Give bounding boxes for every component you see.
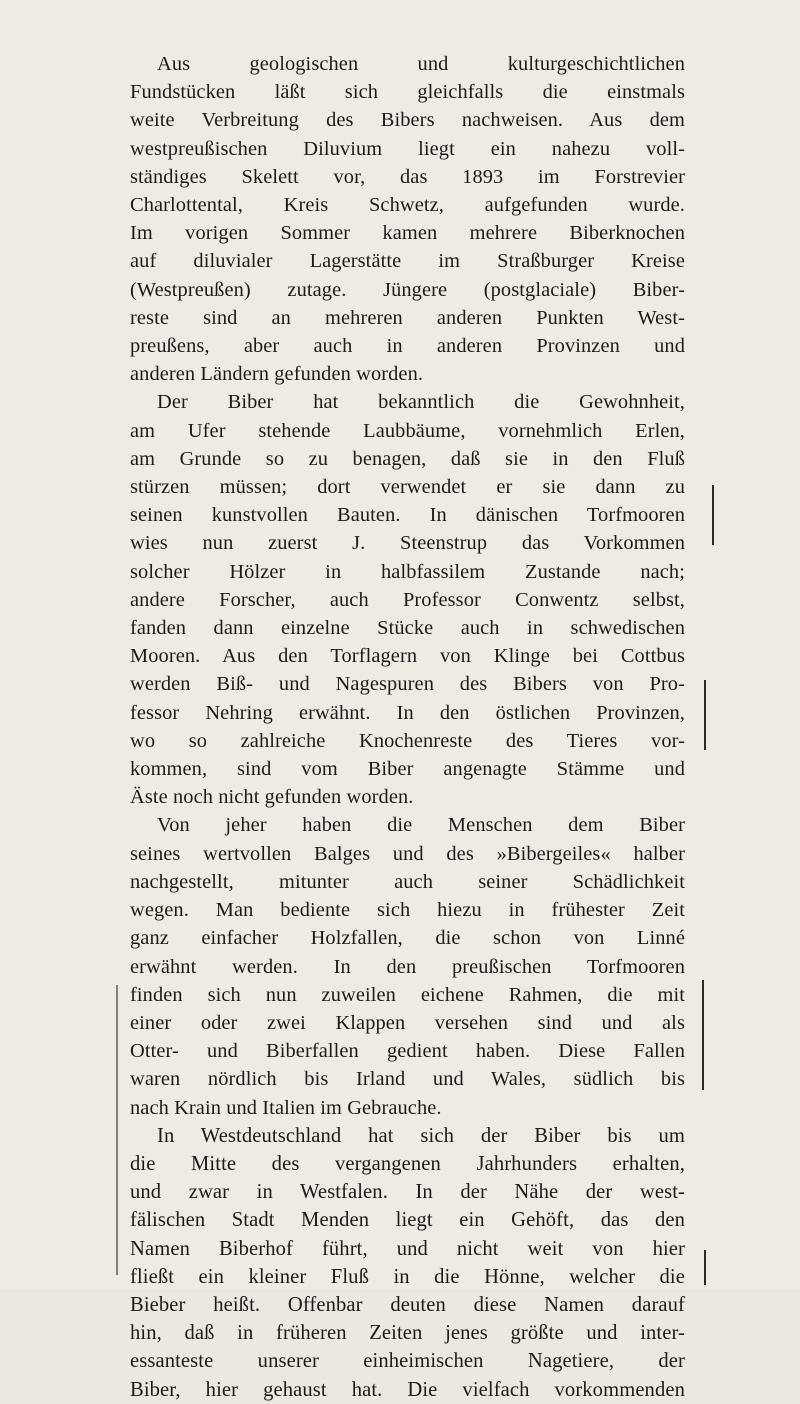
text-line: preußens, aber auch in anderen Provinzen und xyxy=(130,335,685,358)
text-line: reste sind an mehreren anderen Punkten West- xyxy=(130,306,685,329)
text-line: kommen, sind vom Biber angenagte Stämme und xyxy=(130,758,685,781)
text-line: Fundstücken läßt sich gleichfalls die einstmals xyxy=(130,81,685,104)
text-line: Namen Biberhof führt, und nicht weit von hier xyxy=(130,1237,685,1260)
text-line: Mooren. Aus den Torflagern von Klinge bei Cottbus xyxy=(130,645,685,668)
text-line: erwähnt werden. In den preußischen Torfmooren xyxy=(130,955,685,978)
text-line: seinen kunstvollen Bauten. In dänischen Torfmooren xyxy=(130,504,685,527)
paragraph xyxy=(130,388,685,811)
margin-rule-right-3 xyxy=(702,980,704,1090)
text-line: seines wertvollen Balges und des »Bibergeiles« halber xyxy=(130,842,685,865)
text-line: wies nun zuerst J. Steenstrup das Vorkommen xyxy=(130,532,685,555)
text-line: wo so zahlreiche Knochenreste des Tieres vor- xyxy=(130,729,685,752)
text-line: und zwar in Westfalen. In der Nähe der west- xyxy=(130,1181,685,1204)
text-line: die Mitte des vergangenen Jahrhunders erhalten, xyxy=(130,1152,685,1175)
text-line: nach Krain und Italien im Gebrauche. xyxy=(130,1096,442,1119)
text-line: weite Verbreitung des Bibers nachweisen. Aus dem xyxy=(130,109,685,132)
text-line: fälischen Stadt Menden liegt ein Gehöft, das den xyxy=(130,1209,685,1232)
text-line: (Westpreußen) zutage. Jüngere (postglaciale) Biber- xyxy=(130,278,685,301)
text-line: fanden dann einzelne Stücke auch in schwedischen xyxy=(130,617,685,640)
paragraph xyxy=(130,1122,685,1404)
margin-rule-right-4 xyxy=(704,1250,706,1285)
text-line: Äste noch nicht gefunden worden. xyxy=(130,786,414,809)
text-line: anderen Ländern gefunden worden. xyxy=(130,363,424,386)
text-line: am Grunde so zu benagen, daß sie in den Fluß xyxy=(130,447,685,470)
text-line: auf diluvialer Lagerstätte im Straßburger Kreise xyxy=(130,250,685,273)
text-line: andere Forscher, auch Professor Conwentz selbst, xyxy=(130,588,685,611)
article-text xyxy=(130,50,685,1404)
text-line: In Westdeutschland hat sich der Biber bis um xyxy=(157,1124,685,1147)
margin-rule-left-1 xyxy=(116,985,118,1275)
text-line: wegen. Man bediente sich hiezu in frühester Zeit xyxy=(130,899,685,922)
text-line: Bieber heißt. Offenbar deuten diese Namen darauf xyxy=(130,1293,685,1316)
text-line: werden Biß- und Nagespuren des Bibers von Pro- xyxy=(130,673,685,696)
text-line: finden sich nun zuweilen eichene Rahmen, die mit xyxy=(130,983,685,1006)
paragraph xyxy=(130,50,685,388)
text-line: am Ufer stehende Laubbäume, vornehmlich Erlen, xyxy=(130,419,685,442)
text-line: essanteste unserer einheimischen Nagetiere, der xyxy=(130,1350,685,1373)
text-line: Otter- und Biberfallen gedient haben. Diese Fallen xyxy=(130,1040,685,1063)
text-line: Aus geologischen und kulturgeschichtlichen xyxy=(157,53,685,75)
text-line: einer oder zwei Klappen versehen sind und als xyxy=(130,1011,685,1034)
text-line: fließt ein kleiner Fluß in die Hönne, welcher die xyxy=(130,1265,685,1288)
text-line: ganz einfacher Holzfallen, die schon von Linné xyxy=(130,927,685,950)
text-line: fessor Nehring erwähnt. In den östlichen Provinzen, xyxy=(130,701,685,724)
text-line: hin, daß in früheren Zeiten jenes größte und inter- xyxy=(130,1322,685,1345)
text-line: solcher Hölzer in halbfassilem Zustande nach; xyxy=(130,560,685,583)
text-line: Im vorigen Sommer kamen mehrere Biberknochen xyxy=(130,222,685,245)
margin-rule-right-1 xyxy=(712,485,714,545)
text-line: Charlottental, Kreis Schwetz, aufgefunden wurde. xyxy=(130,194,685,217)
text-line: stürzen müssen; dort verwendet er sie dann zu xyxy=(130,476,685,499)
text-line: Der Biber hat bekanntlich die Gewohnheit, xyxy=(157,391,685,414)
paragraph xyxy=(130,811,685,1121)
text-line: Biber, hier gehaust hat. Die vielfach vorkommenden xyxy=(130,1378,685,1401)
margin-rule-right-2 xyxy=(704,680,706,750)
text-line: Von jeher haben die Menschen dem Biber xyxy=(157,814,685,837)
text-line: ständiges Skelett vor, das 1893 im Forstrevier xyxy=(130,165,685,188)
text-line: waren nördlich bis Irland und Wales, südlich bis xyxy=(130,1068,685,1091)
text-line: westpreußischen Diluvium liegt ein nahezu voll- xyxy=(130,137,685,160)
text-line: nachgestellt, mitunter auch seiner Schädlichkeit xyxy=(130,870,685,893)
